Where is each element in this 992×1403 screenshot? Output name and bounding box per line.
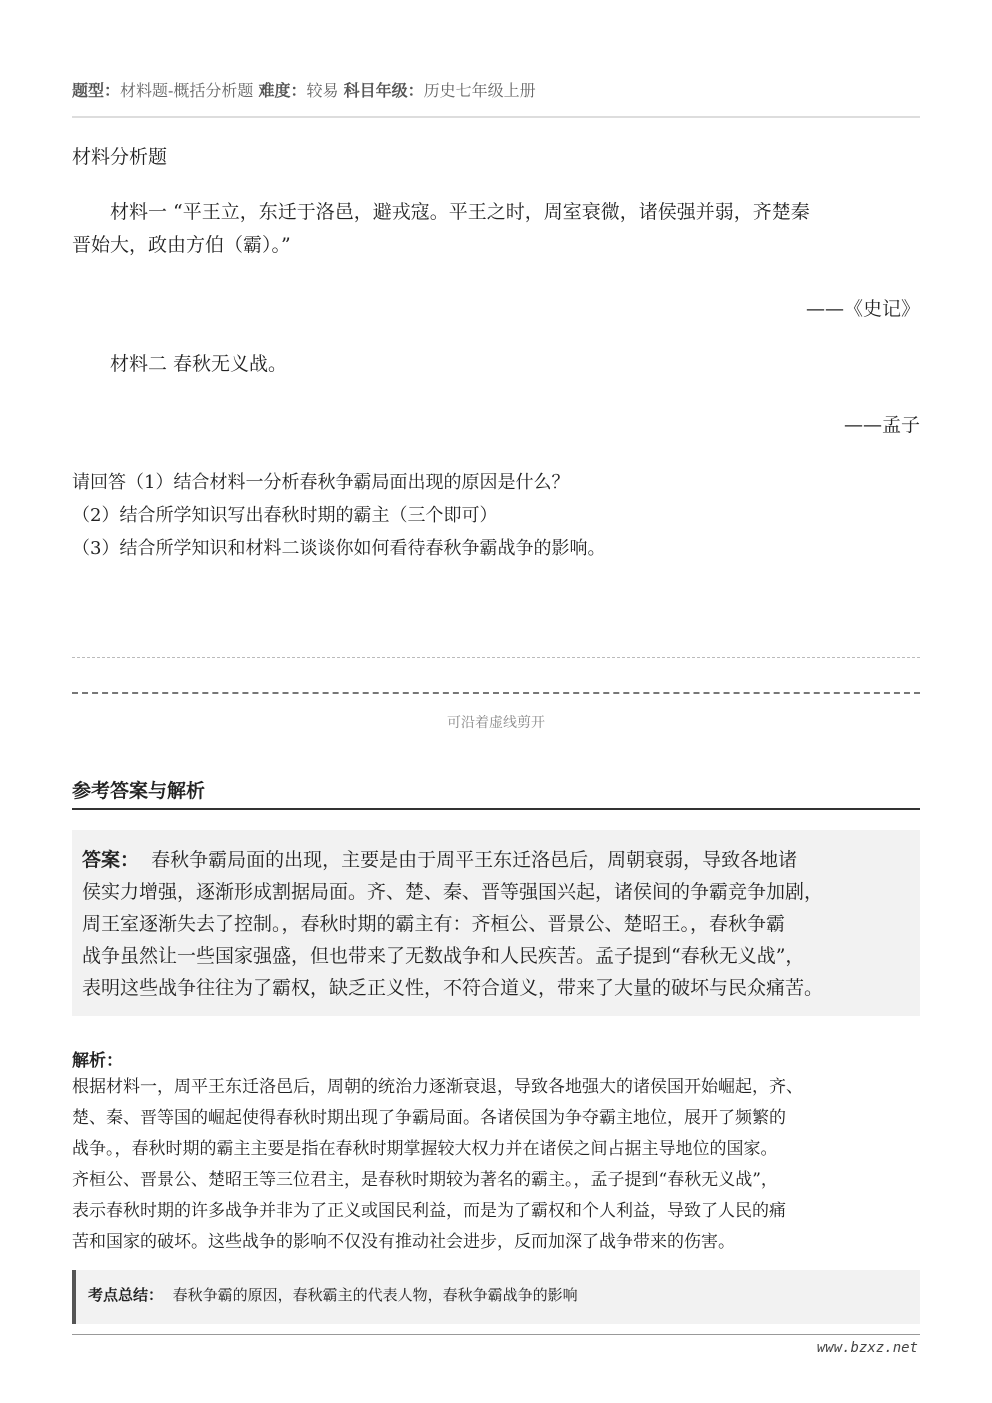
section-title: 参考答案与解析 bbox=[72, 780, 206, 802]
type-label: 题型： bbox=[72, 81, 121, 100]
question-meta bbox=[72, 78, 536, 101]
material-2: 材料二 春秋无义战。 bbox=[72, 353, 288, 375]
text-line: 材料一 “平王立，东迁于洛邑，避戎寇。平王之时，周室衰微，诸侯强并弱，齐楚秦 bbox=[72, 201, 810, 223]
questions bbox=[72, 466, 605, 565]
cut-line bbox=[72, 692, 920, 694]
analysis-text bbox=[72, 1072, 803, 1258]
site-url: www.bzxz.net bbox=[816, 1340, 918, 1356]
keypoint-text: 春秋争霸的原因，春秋霸主的代表人物，春秋争霸战争的影响 bbox=[172, 1286, 578, 1304]
cut-hint: 可沿着虚线剪开 bbox=[447, 715, 545, 731]
text-line: 楚、秦、晋等国的崛起使得春秋时期出现了争霸局面。各诸侯国为争夺霸主地位，展开了频繁的 bbox=[72, 1108, 786, 1128]
type-value: 材料题-概括分析题 bbox=[120, 81, 254, 100]
divider bbox=[72, 808, 920, 810]
question-title: 材料分析题 bbox=[72, 146, 168, 168]
text-line: 根据材料一，周平王东迁洛邑后，周朝的统治力逐渐衰退，导致各地强大的诸侯国开始崛起，齐、 bbox=[72, 1077, 803, 1097]
analysis-label: 解析： bbox=[72, 1051, 123, 1071]
text-line: 晋始大，政由方伯（霸）。” bbox=[72, 234, 291, 256]
answer-box bbox=[72, 830, 920, 1016]
text-line: 战争虽然让一些国家强盛，但也带来了无数战争和人民疾苦。孟子提到“春秋无义战”， bbox=[82, 945, 805, 967]
text: 春秋争霸局面的出现，主要是由于周平王东迁洛邑后，周朝衰弱，导致各地诸 bbox=[151, 849, 798, 871]
material-1 bbox=[72, 196, 922, 262]
question: （2）结合所学知识写出春秋时期的霸主（三个即可） bbox=[72, 505, 498, 526]
grade-value: 历史七年级上册 bbox=[423, 81, 536, 100]
grade-label: 科目年级： bbox=[343, 81, 424, 100]
source-2: ——孟子 bbox=[843, 414, 920, 436]
text-line bbox=[82, 844, 910, 876]
question: 请回答（1）结合材料一分析春秋争霸局面出现的原因是什么？ bbox=[72, 472, 570, 493]
question: （3）结合所学知识和材料二谈谈你如何看待春秋争霸战争的影响。 bbox=[72, 538, 606, 559]
text-line: 苦和国家的破坏。这些战争的影响不仅没有推动社会进步，反而加深了战争带来的伤害。 bbox=[72, 1232, 735, 1252]
text-line: 战争。，春秋时期的霸主主要是指在春秋时期掌握较大权力并在诸侯之间占据主导地位的国家。 bbox=[72, 1139, 778, 1159]
keypoint-box bbox=[72, 1270, 920, 1324]
answer-label: 答案： bbox=[82, 849, 140, 871]
difficulty-value: 较易 bbox=[306, 81, 339, 100]
text-line: 表示春秋时期的许多战争并非为了正义或国民利益，而是为了霸权和个人利益，导致了人民的痛 bbox=[72, 1201, 786, 1221]
text-line: 侯实力增强，逐渐形成割据局面。齐、楚、秦、晋等强国兴起，诸侯间的争霸竞争加剧， bbox=[82, 881, 824, 903]
difficulty-label: 难度： bbox=[258, 81, 307, 100]
source-1: ——《史记》 bbox=[805, 298, 920, 320]
text-line: 齐桓公、晋景公、楚昭王等三位君主，是春秋时期较为著名的霸主。，孟子提到“春秋无义战”， bbox=[72, 1170, 778, 1190]
keypoint-label: 考点总结： bbox=[88, 1286, 164, 1304]
text-line: 周王室逐渐失去了控制。，春秋时期的霸主有：齐桓公、晋景公、楚昭王。，春秋争霸 bbox=[82, 913, 786, 935]
divider bbox=[72, 1334, 920, 1335]
text-line: 表明这些战争往往为了霸权，缺乏正义性，不符合道义，带来了大量的破坏与民众痛苦。 bbox=[82, 977, 824, 999]
divider bbox=[72, 116, 920, 118]
answer-line bbox=[72, 657, 920, 658]
